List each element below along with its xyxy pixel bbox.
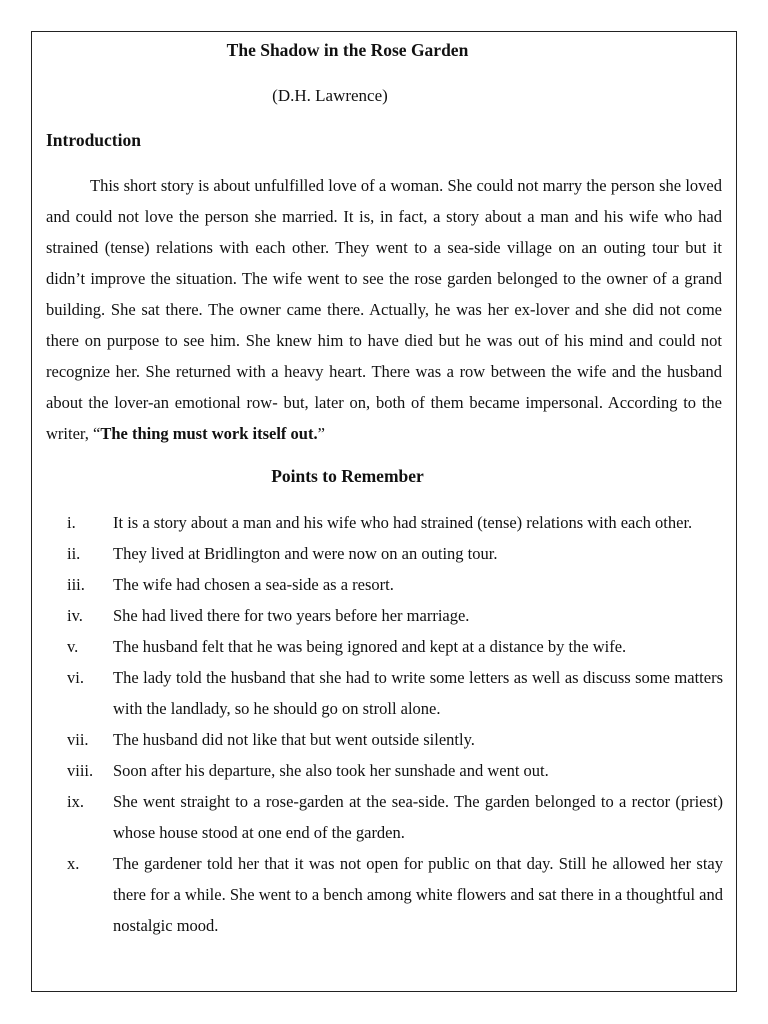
list-item-text: The husband did not like that but went outside silently. <box>113 730 475 749</box>
list-item-number: x. <box>67 854 80 873</box>
author-name: (D.H. Lawrence) <box>272 86 388 105</box>
introduction-text: This short story is about unfulfilled love of a woman. She could not marry the person she loved and could not love the person she married. It is, in fact, a story about a man and his wife who had strained (tense) relations with each other. They went to a sea-side village on an outing tour but it didn’t improve the situation. The wife went to see the rose garden belonged to the owner of a grand building. She sat there. The owner came there. Actually, he was her ex-lover and she did not come there on purpose to see him. She knew him to have died but he was out of his mind and could not recognize her. She returned with a heavy heart. There was a row between the wife and the husband about the lover-an emotional row- but, later on, both of them became impersonal. According to the writer, <box>46 176 722 443</box>
points-list <box>46 507 723 941</box>
points-heading: Points to Remember <box>271 466 424 486</box>
list-item <box>46 538 723 569</box>
list-item <box>46 662 723 724</box>
list-item <box>46 600 723 631</box>
list-item-number: ix. <box>67 792 84 811</box>
list-item <box>46 569 723 600</box>
document-author <box>0 86 660 106</box>
list-item-number: v. <box>67 637 79 656</box>
list-item <box>46 848 723 941</box>
list-item-text: She went straight to a rose-garden at the sea-side. The garden belonged to a rector (priest) whose house stood at one end of the garden. <box>113 792 723 842</box>
list-item-number: iii. <box>67 575 85 594</box>
list-item-number: i. <box>67 513 76 532</box>
document-title: The Shadow in the Rose Garden <box>226 40 469 60</box>
list-item <box>46 631 723 662</box>
introduction-paragraph <box>46 170 722 449</box>
list-item-number: vi. <box>67 668 84 687</box>
list-item-number: iv. <box>67 606 83 625</box>
list-item-text: The gardener told her that it was not open for public on that day. Still he allowed her stay there for a while. She went to a bench among white flowers and sat there in a thoughtful and nostalgic mood. <box>113 854 723 935</box>
list-item <box>46 786 723 848</box>
list-item-text: The husband felt that he was being ignored and kept at a distance by the wife. <box>113 637 627 656</box>
list-item-text: Soon after his departure, she also took her sunshade and went out. <box>113 761 549 780</box>
quote-close-mark: ” <box>317 424 325 443</box>
list-item-number: ii. <box>67 544 81 563</box>
list-item-text: The lady told the husband that she had to write some letters as well as discuss some matters with the landlady, so he should go on stroll alone. <box>113 668 723 718</box>
list-item-text: She had lived there for two years before her marriage. <box>113 606 470 625</box>
list-item-number: vii. <box>67 730 89 749</box>
introduction-heading: Introduction <box>46 130 141 150</box>
quote-open-mark: “ <box>93 424 101 443</box>
list-item-text: They lived at Bridlington and were now on an outing tour. <box>113 544 498 563</box>
list-item <box>46 755 723 786</box>
list-item-text: The wife had chosen a sea-side as a resort. <box>113 575 394 594</box>
list-item <box>46 724 723 755</box>
list-item-text: It is a story about a man and his wife who had strained (tense) relations with each other. <box>113 513 693 532</box>
list-item <box>46 507 723 538</box>
list-item-number: viii. <box>67 761 94 780</box>
introduction-quote: The thing must work itself out. <box>100 424 318 443</box>
